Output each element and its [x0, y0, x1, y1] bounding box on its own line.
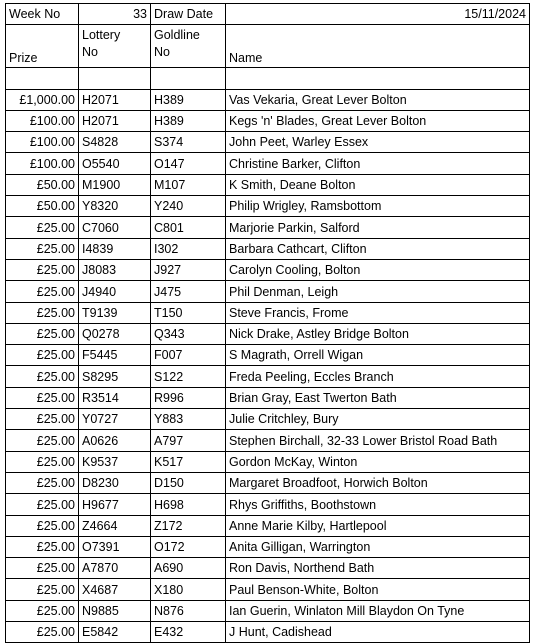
table-row	[6, 196, 530, 217]
table-row	[6, 558, 530, 579]
table-row	[6, 217, 530, 238]
prize-cell: £25.00	[6, 281, 79, 302]
prize-cell: £25.00	[6, 622, 79, 643]
lottery-number-cell: A0626	[79, 430, 151, 451]
winner-name-cell: Steve Francis, Frome	[226, 302, 530, 323]
prize-cell: £25.00	[6, 536, 79, 557]
prize-cell: £25.00	[6, 600, 79, 621]
lottery-number-cell: I4839	[79, 238, 151, 259]
goldline-number-cell: J927	[151, 259, 226, 280]
prize-cell: £25.00	[6, 472, 79, 493]
goldline-number-cell: S122	[151, 366, 226, 387]
lottery-number-cell: H2071	[79, 110, 151, 131]
goldline-number-cell: H698	[151, 494, 226, 515]
prize-cell: £25.00	[6, 409, 79, 430]
goldline-number-cell: F007	[151, 345, 226, 366]
goldline-number-cell: K517	[151, 451, 226, 472]
table-row	[6, 579, 530, 600]
blank-cell	[79, 68, 151, 89]
table-row	[6, 472, 530, 493]
lottery-number-cell: S4828	[79, 132, 151, 153]
goldline-number-cell: Y240	[151, 196, 226, 217]
table-row	[6, 536, 530, 557]
winner-name-cell: Vas Vekaria, Great Lever Bolton	[226, 89, 530, 110]
name-column-header	[226, 25, 530, 68]
goldline-label-line1: Goldline	[154, 28, 200, 43]
lottery-number-cell: X4687	[79, 579, 151, 600]
winner-name-cell: Philip Wrigley, Ramsbottom	[226, 196, 530, 217]
blank-row	[6, 68, 530, 89]
prize-cell: £1,000.00	[6, 89, 79, 110]
prize-column-header	[6, 25, 79, 68]
goldline-number-cell: A690	[151, 558, 226, 579]
lottery-number-cell: S8295	[79, 366, 151, 387]
prize-cell: £25.00	[6, 387, 79, 408]
goldline-number-cell: Z172	[151, 515, 226, 536]
goldline-number-cell: Q343	[151, 323, 226, 344]
winner-name-cell: Anne Marie Kilby, Hartlepool	[226, 515, 530, 536]
goldline-number-cell: E432	[151, 622, 226, 643]
prize-cell: £25.00	[6, 451, 79, 472]
table-row	[6, 409, 530, 430]
goldline-column-header	[151, 25, 226, 68]
winner-name-cell: Carolyn Cooling, Bolton	[226, 259, 530, 280]
lottery-number-cell: F5445	[79, 345, 151, 366]
table-row	[6, 174, 530, 195]
goldline-number-cell: H389	[151, 89, 226, 110]
lottery-number-cell: Z4664	[79, 515, 151, 536]
goldline-number-cell: C801	[151, 217, 226, 238]
prize-cell: £25.00	[6, 558, 79, 579]
week-value: 33	[79, 4, 151, 25]
results-sheet	[5, 3, 529, 643]
lottery-number-cell: H9677	[79, 494, 151, 515]
prize-cell: £25.00	[6, 302, 79, 323]
name-label: Name	[229, 51, 263, 66]
lottery-number-cell: O7391	[79, 536, 151, 557]
winner-name-cell: Gordon McKay, Winton	[226, 451, 530, 472]
goldline-number-cell: D150	[151, 472, 226, 493]
prize-cell: £25.00	[6, 494, 79, 515]
goldline-number-cell: T150	[151, 302, 226, 323]
lottery-number-cell: A7870	[79, 558, 151, 579]
table-row	[6, 89, 530, 110]
winner-name-cell: K Smith, Deane Bolton	[226, 174, 530, 195]
prize-cell: £25.00	[6, 366, 79, 387]
goldline-number-cell: O172	[151, 536, 226, 557]
table-row	[6, 302, 530, 323]
goldline-number-cell: A797	[151, 430, 226, 451]
lottery-number-cell: M1900	[79, 174, 151, 195]
winner-name-cell: Ian Guerin, Winlaton Mill Blaydon On Tyne	[226, 600, 530, 621]
winner-name-cell: John Peet, Warley Essex	[226, 132, 530, 153]
winner-name-cell: Paul Benson-White, Bolton	[226, 579, 530, 600]
blank-cell	[6, 68, 79, 89]
table-row	[6, 323, 530, 344]
table-row	[6, 366, 530, 387]
prize-cell: £100.00	[6, 153, 79, 174]
goldline-number-cell: J475	[151, 281, 226, 302]
lottery-number-cell: J4940	[79, 281, 151, 302]
table-row	[6, 451, 530, 472]
lottery-number-cell: T9139	[79, 302, 151, 323]
lottery-number-cell: Y8320	[79, 196, 151, 217]
table-row	[6, 132, 530, 153]
lottery-number-cell: J8083	[79, 259, 151, 280]
lottery-number-cell: K9537	[79, 451, 151, 472]
goldline-number-cell: M107	[151, 174, 226, 195]
prize-cell: £50.00	[6, 174, 79, 195]
table-row	[6, 281, 530, 302]
winner-name-cell: Freda Peeling, Eccles Branch	[226, 366, 530, 387]
winner-name-cell: Christine Barker, Clifton	[226, 153, 530, 174]
header-row-week	[6, 4, 530, 25]
table-row	[6, 345, 530, 366]
table-row	[6, 494, 530, 515]
winner-name-cell: Phil Denman, Leigh	[226, 281, 530, 302]
table-row	[6, 515, 530, 536]
goldline-number-cell: Y883	[151, 409, 226, 430]
lottery-number-cell: Q0278	[79, 323, 151, 344]
lottery-number-cell: Y0727	[79, 409, 151, 430]
prize-cell: £25.00	[6, 217, 79, 238]
goldline-number-cell: S374	[151, 132, 226, 153]
goldline-number-cell: X180	[151, 579, 226, 600]
blank-cell	[226, 68, 530, 89]
prize-cell: £25.00	[6, 259, 79, 280]
lottery-number-cell: D8230	[79, 472, 151, 493]
prize-cell: £25.00	[6, 323, 79, 344]
draw-date-value: 15/11/2024	[226, 4, 530, 25]
goldline-number-cell: R996	[151, 387, 226, 408]
lottery-label-line2: No	[82, 45, 98, 60]
winner-name-cell: Julie Critchley, Bury	[226, 409, 530, 430]
prize-cell: £25.00	[6, 430, 79, 451]
table-row	[6, 110, 530, 131]
lottery-number-cell: O5540	[79, 153, 151, 174]
winner-name-cell: Ron Davis, Northend Bath	[226, 558, 530, 579]
prize-cell: £25.00	[6, 579, 79, 600]
winner-name-cell: Brian Gray, East Twerton Bath	[226, 387, 530, 408]
lottery-number-cell: N9885	[79, 600, 151, 621]
winner-name-cell: S Magrath, Orrell Wigan	[226, 345, 530, 366]
lottery-number-cell: H2071	[79, 89, 151, 110]
winner-name-cell: Nick Drake, Astley Bridge Bolton	[226, 323, 530, 344]
prize-cell: £100.00	[6, 110, 79, 131]
lottery-number-cell: E5842	[79, 622, 151, 643]
prize-cell: £100.00	[6, 132, 79, 153]
table-row	[6, 430, 530, 451]
table-row	[6, 622, 530, 643]
winner-name-cell: Anita Gilligan, Warrington	[226, 536, 530, 557]
goldline-number-cell: O147	[151, 153, 226, 174]
winner-name-cell: Margaret Broadfoot, Horwich Bolton	[226, 472, 530, 493]
table-row	[6, 238, 530, 259]
winner-name-cell: J Hunt, Cadishead	[226, 622, 530, 643]
prize-cell: £25.00	[6, 515, 79, 536]
blank-cell	[151, 68, 226, 89]
results-table	[5, 3, 530, 643]
winner-name-cell: Barbara Cathcart, Clifton	[226, 238, 530, 259]
results-table-body	[6, 4, 530, 643]
table-row	[6, 259, 530, 280]
prize-cell: £50.00	[6, 196, 79, 217]
table-row	[6, 600, 530, 621]
winner-name-cell: Stephen Birchall, 32-33 Lower Bristol Road Bath	[226, 430, 530, 451]
table-row	[6, 153, 530, 174]
winner-name-cell: Kegs 'n' Blades, Great Lever Bolton	[226, 110, 530, 131]
week-label: Week No	[6, 4, 79, 25]
header-row-columns	[6, 25, 530, 68]
goldline-number-cell: I302	[151, 238, 226, 259]
draw-date-label: Draw Date	[151, 4, 226, 25]
goldline-number-cell: H389	[151, 110, 226, 131]
table-row	[6, 387, 530, 408]
winner-name-cell: Rhys Griffiths, Boothstown	[226, 494, 530, 515]
prize-label: Prize	[9, 51, 38, 66]
lottery-column-header	[79, 25, 151, 68]
lottery-number-cell: R3514	[79, 387, 151, 408]
lottery-number-cell: C7060	[79, 217, 151, 238]
prize-cell: £25.00	[6, 238, 79, 259]
prize-cell: £25.00	[6, 345, 79, 366]
winner-name-cell: Marjorie Parkin, Salford	[226, 217, 530, 238]
goldline-number-cell: N876	[151, 600, 226, 621]
goldline-label-line2: No	[154, 45, 170, 60]
lottery-label-line1: Lottery	[82, 28, 121, 43]
